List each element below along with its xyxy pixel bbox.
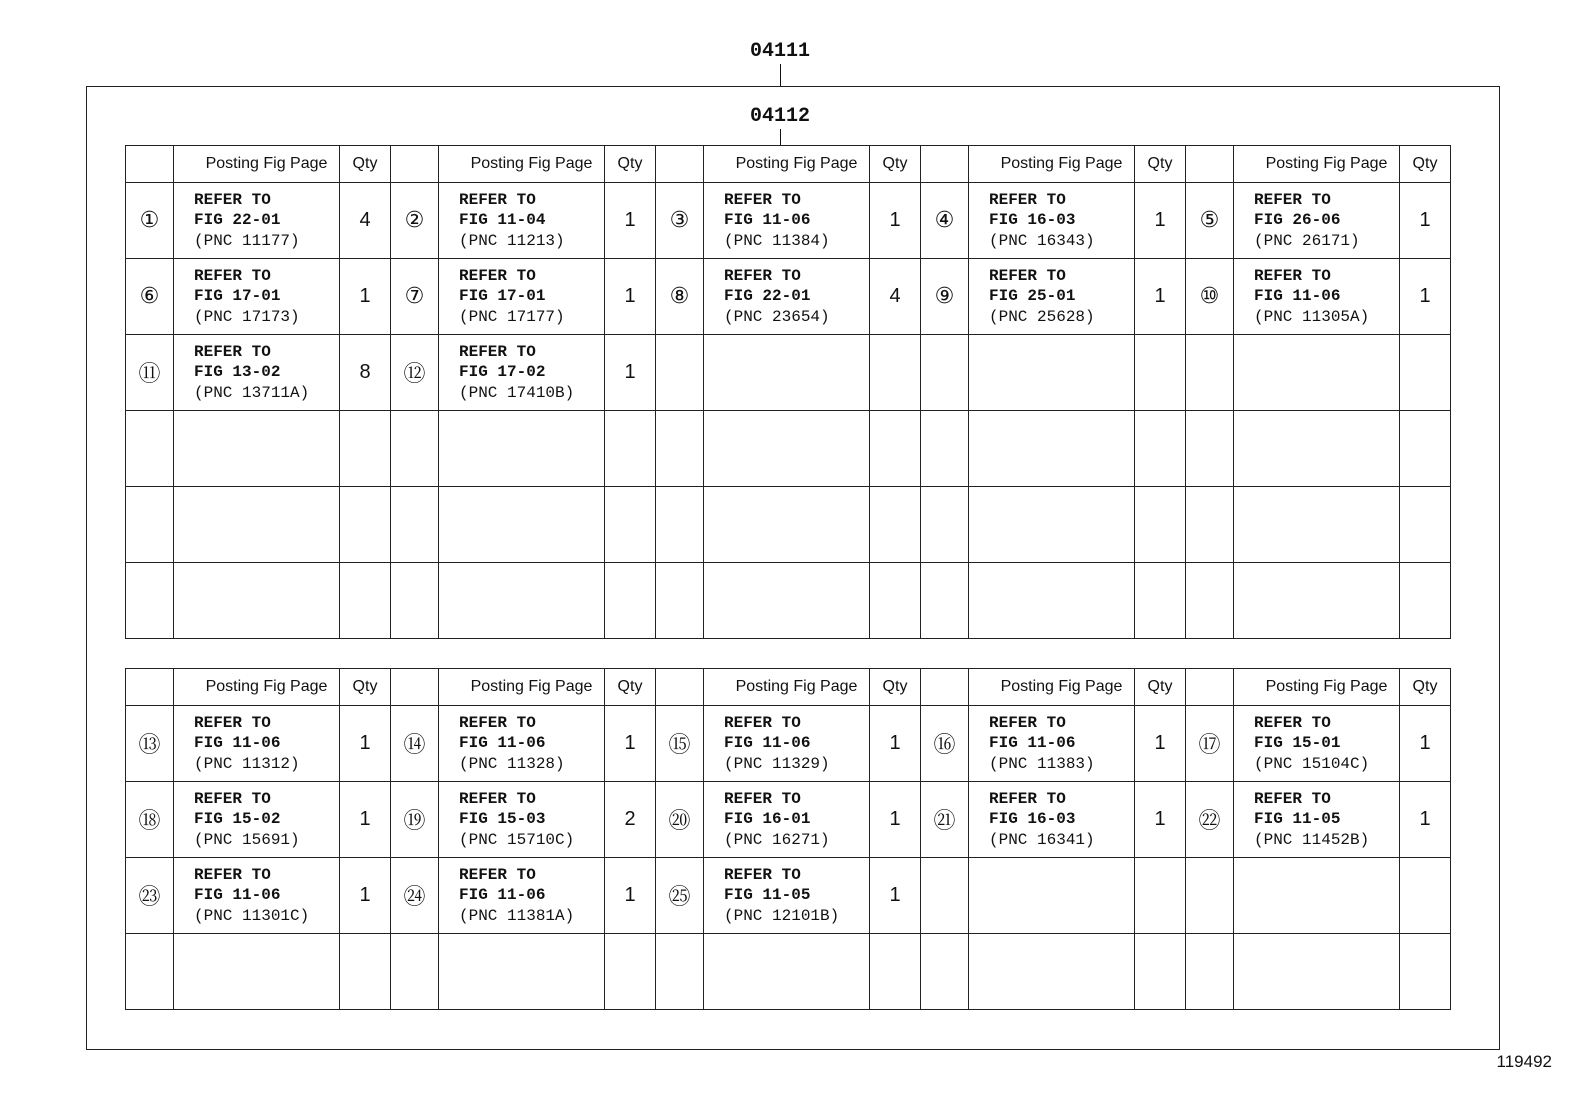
table-header-row [126, 669, 1451, 706]
pnc-reference: (PNC 16341) [989, 830, 1095, 849]
part-number-circle [1186, 487, 1234, 563]
pnc-reference: (PNC 16271) [724, 830, 830, 849]
leader-04111 [780, 64, 781, 86]
header-index-cell [126, 146, 174, 183]
quantity-cell: 1 [340, 782, 391, 858]
pnc-reference: (PNC 17410B) [459, 383, 575, 402]
pnc-reference: (PNC 11384) [724, 231, 830, 250]
header-qty: Qty [605, 669, 656, 706]
quantity-cell: 1 [870, 183, 921, 259]
reference-cell [969, 335, 1135, 411]
fig-reference: FIG 11-06 [989, 734, 1076, 753]
pnc-reference: (PNC 11213) [459, 231, 565, 250]
quantity-cell [605, 411, 656, 487]
reference-cell [439, 934, 605, 1010]
part-number-circle: ⑭ [391, 706, 439, 782]
quantity-cell: 4 [870, 259, 921, 335]
header-posting-fig-page: Posting Fig Page [969, 146, 1135, 183]
header-qty: Qty [1400, 669, 1451, 706]
fig-reference: FIG 22-01 [724, 287, 811, 306]
part-number-circle [1186, 858, 1234, 934]
header-qty: Qty [1135, 146, 1186, 183]
table-row [126, 335, 1451, 411]
quantity-cell [340, 411, 391, 487]
header-index-cell [656, 669, 704, 706]
quantity-cell: 1 [605, 335, 656, 411]
reference-cell [704, 934, 870, 1010]
header-qty: Qty [1400, 146, 1451, 183]
refer-to-text: REFER TO [724, 789, 801, 808]
quantity-cell [870, 934, 921, 1010]
reference-cell [1234, 782, 1400, 858]
quantity-cell: 1 [605, 259, 656, 335]
quantity-cell: 1 [340, 858, 391, 934]
reference-cell [439, 335, 605, 411]
header-qty: Qty [1135, 669, 1186, 706]
quantity-cell: 4 [340, 183, 391, 259]
part-number-circle [656, 335, 704, 411]
refer-to-text: REFER TO [194, 789, 271, 808]
table-row [126, 183, 1451, 259]
pnc-reference: (PNC 11329) [724, 754, 830, 773]
quantity-cell: 1 [605, 858, 656, 934]
part-number-circle [391, 411, 439, 487]
pnc-reference: (PNC 15104C) [1254, 754, 1370, 773]
refer-to-text: REFER TO [459, 713, 536, 732]
refer-to-text: REFER TO [1254, 713, 1331, 732]
quantity-cell: 1 [870, 782, 921, 858]
header-posting-fig-page: Posting Fig Page [704, 146, 870, 183]
pnc-reference: (PNC 13711A) [194, 383, 310, 402]
quantity-cell [1135, 934, 1186, 1010]
part-number-circle: ⑲ [391, 782, 439, 858]
reference-cell [704, 858, 870, 934]
part-number-circle [1186, 335, 1234, 411]
quantity-cell [1135, 411, 1186, 487]
part-number-circle [126, 934, 174, 1010]
fig-reference: FIG 11-06 [194, 886, 281, 905]
quantity-cell [1400, 858, 1451, 934]
header-posting-fig-page: Posting Fig Page [969, 669, 1135, 706]
reference-cell [969, 934, 1135, 1010]
quantity-cell: 1 [605, 706, 656, 782]
quantity-cell: 8 [340, 335, 391, 411]
reference-cell [704, 563, 870, 639]
quantity-cell: 1 [1135, 782, 1186, 858]
reference-cell [439, 411, 605, 487]
part-number-circle [656, 411, 704, 487]
part-number-circle: ⑨ [921, 259, 969, 335]
refer-to-text: REFER TO [989, 713, 1066, 732]
quantity-cell [870, 411, 921, 487]
table-row [126, 411, 1451, 487]
fig-reference: FIG 26-06 [1254, 211, 1341, 230]
header-qty: Qty [870, 669, 921, 706]
part-number-circle [1186, 411, 1234, 487]
reference-cell [1234, 563, 1400, 639]
header-index-cell [1186, 669, 1234, 706]
table-row [126, 934, 1451, 1010]
quantity-cell [605, 487, 656, 563]
header-index-cell [391, 669, 439, 706]
reference-cell [969, 858, 1135, 934]
figure-id: 119492 [1496, 1052, 1552, 1071]
reference-cell [1234, 487, 1400, 563]
pnc-reference: (PNC 23654) [724, 307, 830, 326]
quantity-cell: 1 [1135, 183, 1186, 259]
part-number-circle: ⑧ [656, 259, 704, 335]
reference-cell [174, 934, 340, 1010]
pnc-reference: (PNC 12101B) [724, 906, 840, 925]
fig-reference: FIG 15-03 [459, 810, 546, 829]
fig-reference: FIG 11-04 [459, 211, 546, 230]
quantity-cell [605, 934, 656, 1010]
label-04111: 04111 [749, 40, 810, 63]
part-number-circle [1186, 934, 1234, 1010]
header-posting-fig-page: Posting Fig Page [1234, 669, 1400, 706]
part-number-circle: ⑫ [391, 335, 439, 411]
part-number-circle [1186, 563, 1234, 639]
reference-cell [174, 411, 340, 487]
quantity-cell [340, 563, 391, 639]
quantity-cell: 1 [870, 706, 921, 782]
refer-to-text: REFER TO [1254, 789, 1331, 808]
refer-to-text: REFER TO [724, 865, 801, 884]
reference-cell [704, 487, 870, 563]
pnc-reference: (PNC 11381A) [459, 906, 575, 925]
table-row [126, 487, 1451, 563]
part-number-circle: ⑤ [1186, 183, 1234, 259]
fig-reference: FIG 11-05 [1254, 810, 1341, 829]
quantity-cell [1135, 487, 1186, 563]
quantity-cell [1135, 563, 1186, 639]
header-index-cell [921, 669, 969, 706]
header-index-cell [391, 146, 439, 183]
fig-reference: FIG 11-06 [724, 211, 811, 230]
pnc-reference: (PNC 11328) [459, 754, 565, 773]
reference-cell [174, 487, 340, 563]
refer-to-text: REFER TO [989, 266, 1066, 285]
part-number-circle [921, 858, 969, 934]
refer-to-text: REFER TO [459, 865, 536, 884]
part-number-circle [921, 934, 969, 1010]
quantity-cell [340, 934, 391, 1010]
pnc-reference: (PNC 26171) [1254, 231, 1360, 250]
quantity-cell [870, 563, 921, 639]
quantity-cell [340, 487, 391, 563]
quantity-cell: 1 [1135, 706, 1186, 782]
header-posting-fig-page: Posting Fig Page [174, 669, 340, 706]
quantity-cell [870, 487, 921, 563]
fig-reference: FIG 11-06 [459, 886, 546, 905]
fig-reference: FIG 16-03 [989, 211, 1076, 230]
refer-to-text: REFER TO [194, 266, 271, 285]
fig-reference: FIG 11-06 [194, 734, 281, 753]
header-qty: Qty [340, 669, 391, 706]
refer-to-text: REFER TO [1254, 266, 1331, 285]
refer-to-text: REFER TO [1254, 190, 1331, 209]
fig-reference: FIG 11-06 [1254, 287, 1341, 306]
pnc-reference: (PNC 16343) [989, 231, 1095, 250]
reference-cell [1234, 335, 1400, 411]
reference-cell [174, 335, 340, 411]
pnc-reference: (PNC 15710C) [459, 830, 575, 849]
part-number-circle [921, 335, 969, 411]
pnc-reference: (PNC 17177) [459, 307, 565, 326]
table-row [126, 858, 1451, 934]
part-number-circle [391, 563, 439, 639]
pnc-reference: (PNC 25628) [989, 307, 1095, 326]
fig-reference: FIG 17-01 [194, 287, 281, 306]
quantity-cell [1400, 487, 1451, 563]
reference-cell [439, 259, 605, 335]
part-number-circle: ⑬ [126, 706, 174, 782]
header-posting-fig-page: Posting Fig Page [704, 669, 870, 706]
reference-cell [1234, 411, 1400, 487]
fig-reference: FIG 13-02 [194, 363, 281, 382]
quantity-cell: 1 [870, 858, 921, 934]
header-index-cell [1186, 146, 1234, 183]
part-number-circle: ⑥ [126, 259, 174, 335]
refer-to-text: REFER TO [194, 190, 271, 209]
reference-cell [174, 563, 340, 639]
reference-cell [439, 858, 605, 934]
quantity-cell [1135, 335, 1186, 411]
quantity-cell [1400, 411, 1451, 487]
quantity-cell: 1 [1400, 183, 1451, 259]
refer-to-text: REFER TO [989, 789, 1066, 808]
reference-cell [704, 183, 870, 259]
part-number-circle: ⑦ [391, 259, 439, 335]
header-posting-fig-page: Posting Fig Page [439, 669, 605, 706]
part-number-circle: ④ [921, 183, 969, 259]
part-number-circle: ⑯ [921, 706, 969, 782]
refer-to-text: REFER TO [724, 713, 801, 732]
reference-cell [969, 782, 1135, 858]
refer-to-text: REFER TO [459, 342, 536, 361]
quantity-cell [1400, 934, 1451, 1010]
refer-to-text: REFER TO [194, 713, 271, 732]
table-row [126, 563, 1451, 639]
reference-cell [969, 183, 1135, 259]
part-number-circle: ㉑ [921, 782, 969, 858]
reference-cell [969, 563, 1135, 639]
reference-cell [704, 335, 870, 411]
part-number-circle: ㉔ [391, 858, 439, 934]
pnc-reference: (PNC 11305A) [1254, 307, 1370, 326]
refer-to-text: REFER TO [724, 266, 801, 285]
leader-04112 [780, 129, 781, 145]
refer-to-text: REFER TO [194, 865, 271, 884]
part-number-circle: ⑰ [1186, 706, 1234, 782]
reference-cell [704, 259, 870, 335]
header-index-cell [921, 146, 969, 183]
quantity-cell: 1 [605, 183, 656, 259]
part-number-circle: ㉓ [126, 858, 174, 934]
part-number-circle: ③ [656, 183, 704, 259]
reference-cell [704, 782, 870, 858]
refer-to-text: REFER TO [459, 789, 536, 808]
fig-reference: FIG 17-01 [459, 287, 546, 306]
header-qty: Qty [870, 146, 921, 183]
label-04112: 04112 [749, 105, 810, 128]
quantity-cell [1400, 335, 1451, 411]
pnc-reference: (PNC 11452B) [1254, 830, 1370, 849]
part-number-circle [391, 487, 439, 563]
header-index-cell [656, 146, 704, 183]
part-number-circle: ㉕ [656, 858, 704, 934]
reference-cell [439, 782, 605, 858]
reference-cell [1234, 259, 1400, 335]
quantity-cell [1135, 858, 1186, 934]
reference-cell [704, 411, 870, 487]
reference-cell [1234, 858, 1400, 934]
part-number-circle [126, 487, 174, 563]
parts-table-upper [125, 145, 1451, 639]
quantity-cell: 1 [340, 259, 391, 335]
part-number-circle [921, 411, 969, 487]
reference-cell [174, 706, 340, 782]
fig-reference: FIG 22-01 [194, 211, 281, 230]
reference-cell [969, 706, 1135, 782]
part-number-circle: ㉒ [1186, 782, 1234, 858]
reference-cell [174, 183, 340, 259]
header-posting-fig-page: Posting Fig Page [439, 146, 605, 183]
quantity-cell [870, 335, 921, 411]
fig-reference: FIG 11-05 [724, 886, 811, 905]
fig-reference: FIG 17-02 [459, 363, 546, 382]
refer-to-text: REFER TO [459, 190, 536, 209]
quantity-cell: 1 [1135, 259, 1186, 335]
reference-cell [704, 706, 870, 782]
reference-cell [439, 183, 605, 259]
quantity-cell: 1 [340, 706, 391, 782]
table-row [126, 782, 1451, 858]
part-number-circle: ⑳ [656, 782, 704, 858]
reference-cell [174, 259, 340, 335]
header-index-cell [126, 669, 174, 706]
reference-cell [174, 782, 340, 858]
quantity-cell: 1 [1400, 259, 1451, 335]
part-number-circle: ⑪ [126, 335, 174, 411]
header-qty: Qty [340, 146, 391, 183]
part-number-circle: ⑱ [126, 782, 174, 858]
reference-cell [1234, 706, 1400, 782]
reference-cell [439, 563, 605, 639]
part-number-circle [921, 487, 969, 563]
fig-reference: FIG 15-01 [1254, 734, 1341, 753]
reference-cell [969, 487, 1135, 563]
refer-to-text: REFER TO [724, 190, 801, 209]
quantity-cell: 1 [1400, 706, 1451, 782]
parts-table-lower [125, 668, 1451, 1010]
reference-cell [439, 487, 605, 563]
part-number-circle [126, 411, 174, 487]
refer-to-text: REFER TO [194, 342, 271, 361]
header-posting-fig-page: Posting Fig Page [174, 146, 340, 183]
refer-to-text: REFER TO [989, 190, 1066, 209]
part-number-circle: ① [126, 183, 174, 259]
reference-cell [969, 259, 1135, 335]
reference-cell [969, 411, 1135, 487]
fig-reference: FIG 16-01 [724, 810, 811, 829]
part-number-circle [656, 487, 704, 563]
pnc-reference: (PNC 15691) [194, 830, 300, 849]
reference-cell [1234, 183, 1400, 259]
part-number-circle [656, 563, 704, 639]
refer-to-text: REFER TO [459, 266, 536, 285]
header-posting-fig-page: Posting Fig Page [1234, 146, 1400, 183]
reference-cell [439, 706, 605, 782]
part-number-circle: ② [391, 183, 439, 259]
header-qty: Qty [605, 146, 656, 183]
quantity-cell [1400, 563, 1451, 639]
quantity-cell [605, 563, 656, 639]
fig-reference: FIG 11-06 [459, 734, 546, 753]
reference-cell [1234, 934, 1400, 1010]
part-number-circle [126, 563, 174, 639]
pnc-reference: (PNC 11312) [194, 754, 300, 773]
fig-reference: FIG 25-01 [989, 287, 1076, 306]
pnc-reference: (PNC 17173) [194, 307, 300, 326]
fig-reference: FIG 15-02 [194, 810, 281, 829]
pnc-reference: (PNC 11301C) [194, 906, 310, 925]
reference-cell [174, 858, 340, 934]
pnc-reference: (PNC 11177) [194, 231, 300, 250]
part-number-circle [391, 934, 439, 1010]
quantity-cell: 2 [605, 782, 656, 858]
part-number-circle: ⑩ [1186, 259, 1234, 335]
pnc-reference: (PNC 11383) [989, 754, 1095, 773]
table-header-row [126, 146, 1451, 183]
part-number-circle [656, 934, 704, 1010]
table-row [126, 706, 1451, 782]
part-number-circle [921, 563, 969, 639]
fig-reference: FIG 11-06 [724, 734, 811, 753]
part-number-circle: ⑮ [656, 706, 704, 782]
fig-reference: FIG 16-03 [989, 810, 1076, 829]
table-row [126, 259, 1451, 335]
quantity-cell: 1 [1400, 782, 1451, 858]
